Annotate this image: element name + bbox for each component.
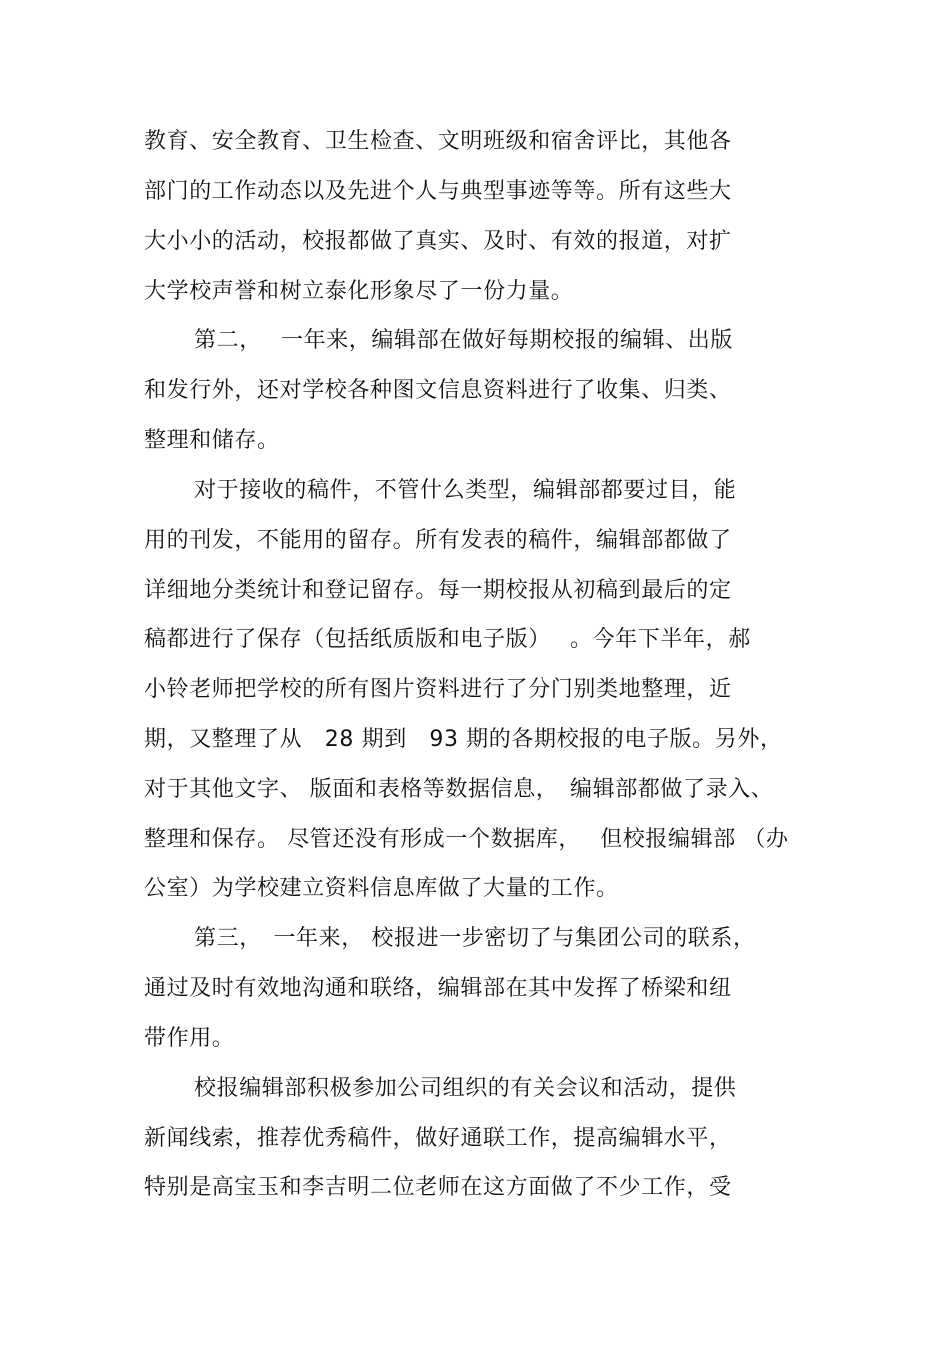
- text-line: 大学校声誉和树立泰化形象尽了一份力量。: [144, 279, 574, 304]
- text-line: 整理和保存。 尽管还没有形成一个数据库， 但校报编辑部 （办: [144, 827, 789, 852]
- text-line: 新闻线索，推荐优秀稿件，做好通联工作，提高编辑水平，: [144, 1126, 732, 1151]
- text-line: 通过及时有效地沟通和联络，编辑部在其中发挥了桥梁和纽: [144, 976, 732, 1001]
- text-line: 部门的工作动态以及先进个人与典型事迹等等。所有这些大: [144, 179, 732, 204]
- text-line: 特别是高宝玉和李吉明二位老师在这方面做了不少工作，受: [144, 1175, 732, 1200]
- text-line: 整理和储存。: [144, 428, 280, 453]
- text-line: 教育、安全教育、卫生检查、文明班级和宿舍评比，其他各: [144, 129, 732, 154]
- text-line: 带作用。: [144, 1026, 235, 1051]
- text-line: 稿都进行了保存（包括纸质版和电子版） 。今年下半年，郝: [144, 627, 751, 652]
- text-line: 公室）为学校建立资料信息库做了大量的工作。: [144, 876, 619, 901]
- paragraph-start-line: 第三， 一年来， 校报进一步密切了与集团公司的联系，: [194, 926, 756, 951]
- text-line: 和发行外，还对学校各种图文信息资料进行了收集、归类、: [144, 378, 732, 403]
- text-line: 用的刊发，不能用的留存。所有发表的稿件，编辑部都做了: [144, 528, 732, 553]
- paragraph-start-line: 对于接收的稿件，不管什么类型，编辑部都要过目，能: [194, 478, 737, 503]
- text-line: 小铃老师把学校的所有图片资料进行了分门别类地整理，近: [144, 677, 732, 702]
- text-line: 大小小的活动，校报都做了真实、及时、有效的报道，对扩: [144, 229, 732, 254]
- paragraph-start-line: 第二， 一年来，编辑部在做好每期校报的编辑、出版: [194, 328, 733, 353]
- text-line: 对于其他文字、 版面和表格等数据信息， 编辑部都做了录入、: [144, 777, 774, 802]
- text-line: 期，又整理了从 28 期到 93 期的各期校报的电子版。另外，: [144, 727, 783, 752]
- paragraph-start-line: 校报编辑部积极参加公司组织的有关会议和活动，提供: [194, 1076, 737, 1101]
- text-line: 详细地分类统计和登记留存。每一期校报从初稿到最后的定: [144, 578, 732, 603]
